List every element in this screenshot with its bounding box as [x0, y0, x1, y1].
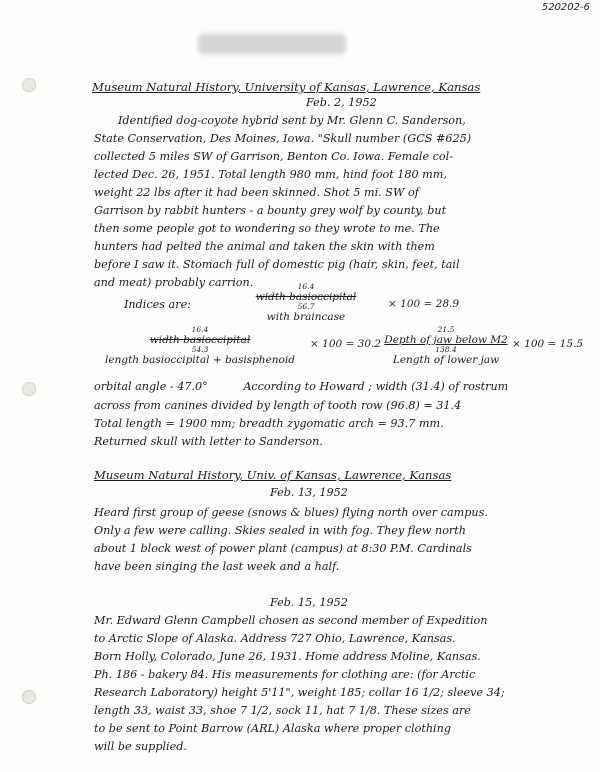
text-line: Returned skull with letter to Sanderson.	[94, 435, 323, 448]
index-result-2: × 100 = 30.2	[310, 338, 382, 350]
text-line: Only a few were calling. Skies sealed in with fog. They flew north	[94, 524, 466, 537]
numerator-value: 16.4	[191, 325, 209, 334]
entry-date: Feb. 2, 1952	[306, 96, 377, 109]
index-fraction-3	[380, 326, 512, 366]
index-result-3: × 100 = 15.5	[512, 338, 584, 350]
text-line: Born Holly, Colorado, June 26, 1931. Home address Moline, Kansas.	[94, 650, 481, 663]
numerator: width basioccipital	[149, 334, 251, 346]
text-line: about 1 block west of power plant (campus) at 8:30 P.M. Cardinals	[94, 542, 472, 555]
index-fraction-1	[236, 283, 376, 323]
text-line: Identified dog-coyote hybrid sent by Mr. Glenn C. Sanderson,	[118, 114, 466, 127]
index-result-1: × 100 = 28.9	[388, 298, 460, 310]
text-line: hunters had pelted the animal and taken the skin with them	[94, 240, 435, 253]
page-id: 520202-6	[541, 2, 590, 13]
text-line: have been singing the last week and a half.	[94, 560, 340, 573]
punch-hole	[22, 78, 36, 92]
text-line: Research Laboratory) height 5'11", weight 185; collar 16 1/2; sleeve 34;	[94, 686, 505, 699]
text-line: weight 22 lbs after it had been skinned. Shot 5 mi. SW of	[94, 186, 419, 199]
text-line: collected 5 miles SW of Garrison, Benton Co. Iowa. Female col-	[94, 150, 453, 163]
denominator: Length of lower jaw	[392, 354, 500, 366]
numerator-value: 21.5	[437, 325, 455, 334]
text-line: Total length = 1900 mm; breadth zygomatic arch = 93.7 mm.	[94, 417, 444, 430]
indices-label: Indices are:	[124, 298, 191, 311]
text-line: then some people got to wondering so they wrote to me. The	[94, 222, 440, 235]
text-line: length 33, waist 33, shoe 7 1/2, sock 11, hat 7 1/8. These sizes are	[94, 704, 471, 717]
text-line: Heard first group of geese (snows & blues) flying north over campus.	[94, 506, 488, 519]
denominator: length basioccipital + basisphenoid	[105, 354, 295, 366]
entry-header: Museum Natural History, University of Kansas, Lawrence, Kansas	[92, 80, 481, 94]
text-line: State Conservation, Des Moines, Iowa. "Skull number (GCS #625)	[94, 132, 472, 145]
text-line: will be supplied.	[94, 740, 187, 753]
denominator: with braincase	[266, 311, 346, 323]
text-line: to Arctic Slope of Alaska. Address 727 Ohio, Lawrence, Kansas.	[94, 632, 456, 645]
text-line: lected Dec. 26, 1951. Total length 980 mm, hind foot 180 mm,	[94, 168, 447, 181]
text-line: Garrison by rabbit hunters - a bounty grey wolf by county, but	[94, 204, 447, 217]
numerator-value: 16.4	[297, 282, 315, 291]
punch-hole	[22, 382, 36, 396]
text-line: before I saw it. Stomach full of domestic pig (hair, skin, feet, tail	[94, 258, 460, 271]
text-line: Ph. 186 - bakery 84. His measurements for clothing are: (for Arctic	[94, 668, 476, 681]
text-line: Mr. Edward Glenn Campbell chosen as second member of Expedition	[94, 614, 488, 627]
text-line: to be sent to Point Barrow (ARL) Alaska where proper clothing	[94, 722, 452, 735]
punch-hole	[22, 690, 36, 704]
text-line: across from canines divided by length of tooth row (96.8) = 31.4	[94, 399, 462, 412]
faded-stamp	[198, 34, 346, 54]
numerator: Depth of jaw below M2	[384, 334, 508, 346]
text-line: orbital angle - 47.0° According to Howard ; width (31.4) of rostrum	[94, 380, 509, 393]
index-fraction-2	[94, 326, 306, 366]
denominator-value: 54.3	[191, 345, 209, 354]
entry-date: Feb. 13, 1952	[270, 486, 348, 499]
text-line: and meat) probably carrion.	[94, 276, 254, 289]
entry-header: Museum Natural History, Univ. of Kansas, Lawrence, Kansas	[94, 468, 452, 482]
numerator: width basioccipital	[255, 291, 357, 303]
entry-date: Feb. 15, 1952	[270, 596, 348, 609]
denominator-value: 138.4	[435, 345, 457, 354]
denominator-value: 56.7	[297, 302, 315, 311]
